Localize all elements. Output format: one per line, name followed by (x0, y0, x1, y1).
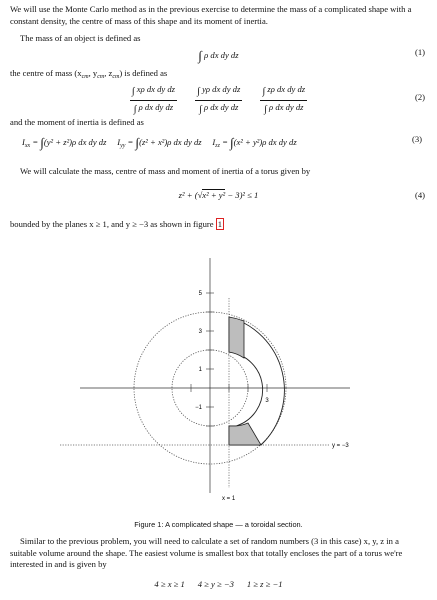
equation-3: $I_{xx} = \int(y^2 + z^2)\rho$ dx dy dz $I_{yy} = \int(z^2 + x^2)\rho$ dx dy dz $I_{zz} = \int(x^2 + y^2)\rho$ dx dy dz (3) (22, 134, 422, 150)
figure-caption: Figure 1: A complicated shape — a toroidal section. (134, 520, 303, 529)
line-x-label: x = 1 (222, 496, 236, 502)
bottom-cut-region (229, 423, 261, 445)
x-tick-label: 3 (265, 398, 269, 404)
centre-of-mass-text: the centre of mass ($x_{cm}$, $y_{cm}$, $z_{cm}$) is defined as (10, 68, 168, 80)
y-tick-label: 5 (198, 291, 202, 297)
mass-definition-text: The mass of an object is defined as (20, 33, 141, 43)
y-tick-label: 1 (198, 367, 202, 373)
integral-symbol: ∫ (198, 48, 202, 63)
bound-y: 4 ≥ y ≥ −3 (197, 579, 234, 589)
torus-section-diagram (60, 258, 360, 508)
bounds-equation (0, 579, 437, 591)
figure-reference-link[interactable]: 1 (217, 219, 222, 229)
fraction-x: $\frac{\text{∫ xρ dx dy dz}}{\text{∫ ρ dx dy dz}}$ (131, 84, 175, 115)
y-tick-label: 3 (198, 329, 202, 335)
intro-paragraph: We will use the Monte Carlo method as in the previous exercise to determine the mass of a complicated shape with a constant density, the centre of mass of this shape and its moment of inertia. (10, 4, 412, 26)
torus-intro-text: We will calculate the mass, centre of mass and moment of inertia of a torus given by (20, 166, 311, 176)
equation-1 (0, 47, 437, 65)
inertia-definition-text: and the moment of inertia is defined as (10, 117, 144, 127)
eq4-number: (4) (414, 190, 425, 200)
bound-x: 4 ≥ x ≥ 1 (154, 579, 185, 589)
equation-2 (0, 84, 437, 116)
bounded-text: bounded by the planes x ≥ 1, and y ≥ −3 as shown in figure 1 (10, 219, 222, 229)
line-y-label: y = −3 (332, 443, 349, 449)
top-cut-region (229, 317, 244, 358)
similar-paragraph: Similar to the previous problem, you will need to calculate a set of random numbers (3 in this case) x, y, z in a suitable volume around the shape. The easiest volume is smallest box that totally encloses the part of a torus we're interested in and is given by (10, 536, 403, 570)
eq2-number: (2) (414, 92, 425, 102)
y-tick-label: −1 (195, 405, 202, 411)
eq1-number: (1) (414, 47, 425, 57)
fraction-z: $\frac{\text{∫ zρ dx dy dz}}{\text{∫ ρ dx dy dz}}$ (262, 84, 306, 115)
fraction-y: $\frac{\text{∫ yρ dx dy dz}}{\text{∫ ρ dx dy dz}}$ (197, 84, 241, 115)
eq3-number: (3) (411, 134, 422, 144)
equation-4: z² + (√x² + y² − 3)² ≤ 1 (4) (178, 190, 425, 200)
eq1-body: ρ dx dy dz (204, 50, 239, 60)
bound-z: 1 ≥ z ≥ −1 (246, 579, 283, 589)
figure-1 (60, 258, 360, 512)
